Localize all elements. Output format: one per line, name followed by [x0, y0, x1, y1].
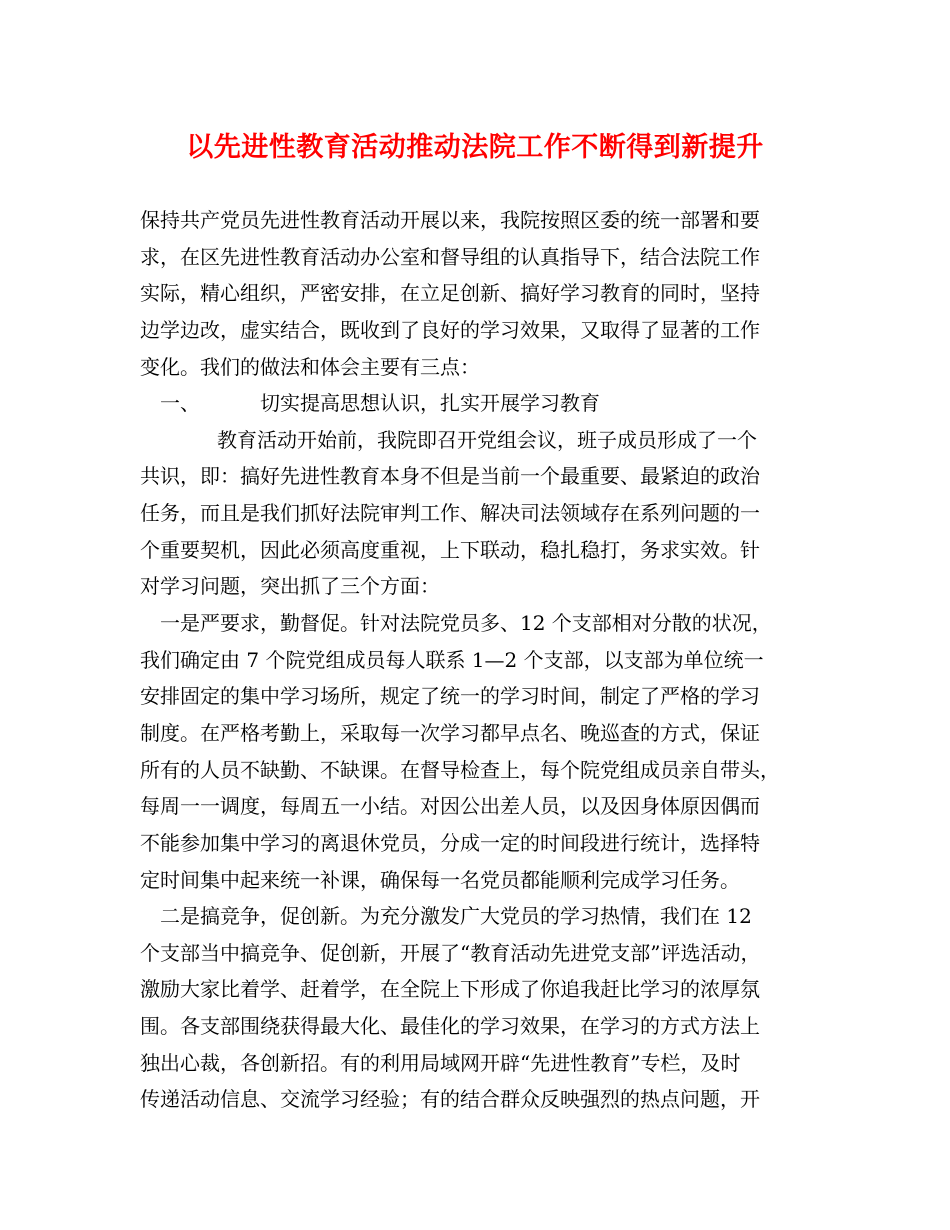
paragraph-line: 独出心裁，各创新招。有的利用局域网开辟“先进性教育”专栏，及时: [140, 1050, 741, 1075]
paragraph-line: 我们确定由 7 个院党组成员每人联系 1—2 个支部，以支部为单位统一: [140, 647, 764, 672]
paragraph-line: 围。各支部围绕获得最大化、最佳化的学习效果，在学习的方式方法上: [140, 1014, 760, 1039]
paragraph-line: 制度。在严格考勤上，采取每一次学习都早点名、晚巡查的方式，保证: [140, 720, 760, 745]
paragraph-line: 不能参加集中学习的离退休党员，分成一定的时间段进行统计，选择特: [140, 830, 760, 855]
paragraph-line: 任务，而且是我们抓好法院审判工作、解决司法领域存在系列问题的一: [140, 501, 760, 526]
document-title: 以先进性教育活动推动法院工作不断得到新提升: [186, 132, 764, 163]
paragraph-line: 一是严要求，勤督促。针对法院党员多、12 个支部相对分散的状况，: [160, 611, 772, 636]
paragraph-line: 共识，即：搞好先进性教育本身不但是当前一个最重要、最紧迫的政治: [140, 464, 760, 489]
paragraph-line: 实际，精心组织，严密安排，在立足创新、搞好学习教育的同时，坚持: [140, 281, 760, 306]
paragraph-line: 边学边改，虚实结合，既收到了良好的学习效果，又取得了显著的工作: [140, 317, 760, 342]
section-number: 一、: [160, 391, 200, 416]
paragraph-line: 传递活动信息、交流学习经验；有的结合群众反映强烈的热点问题，开: [140, 1087, 760, 1112]
paragraph-line: 求，在区先进性教育活动办公室和督导组的认真指导下，结合法院工作: [140, 244, 760, 269]
paragraph-line: 二是搞竞争，促创新。为充分激发广大党员的学习热情，我们在 12: [160, 904, 752, 929]
paragraph-line: 安排固定的集中学习场所，规定了统一的学习时间，制定了严格的学习: [140, 684, 760, 709]
paragraph-line: 变化。我们的做法和体会主要有三点：: [140, 354, 480, 379]
section-heading-text: 切实提高思想认识，扎实开展学习教育: [260, 391, 600, 416]
paragraph-line: 每周一一调度，每周五一小结。对因公出差人员，以及因身体原因偶而: [140, 794, 760, 819]
paragraph-line: 定时间集中起来统一补课，确保每一名党员都能顺利完成学习任务。: [140, 867, 740, 892]
paragraph-line: 所有的人员不缺勤、不缺课。在督导检查上，每个院党组成员亲自带头，: [140, 757, 780, 782]
paragraph-line: 保持共产党员先进性教育活动开展以来，我院按照区委的统一部署和要: [140, 208, 760, 232]
paragraph-line: 对学习问题，突出抓了三个方面：: [140, 574, 440, 599]
paragraph-line: 激励大家比着学、赶着学，在全院上下形成了你追我赶比学习的浓厚氛: [140, 977, 760, 1002]
paragraph-line: 个支部当中搞竞争、促创新，开展了“教育活动先进党支部”评选活动，: [140, 940, 761, 965]
document-body: [140, 202, 820, 1118]
paragraph-line: 个重要契机，因此必须高度重视，上下联动，稳扎稳打，务求实效。针: [140, 537, 760, 562]
paragraph-line: 教育活动开始前，我院即召开党组会议，班子成员形成了一个: [217, 427, 757, 452]
section-heading: [140, 385, 820, 422]
